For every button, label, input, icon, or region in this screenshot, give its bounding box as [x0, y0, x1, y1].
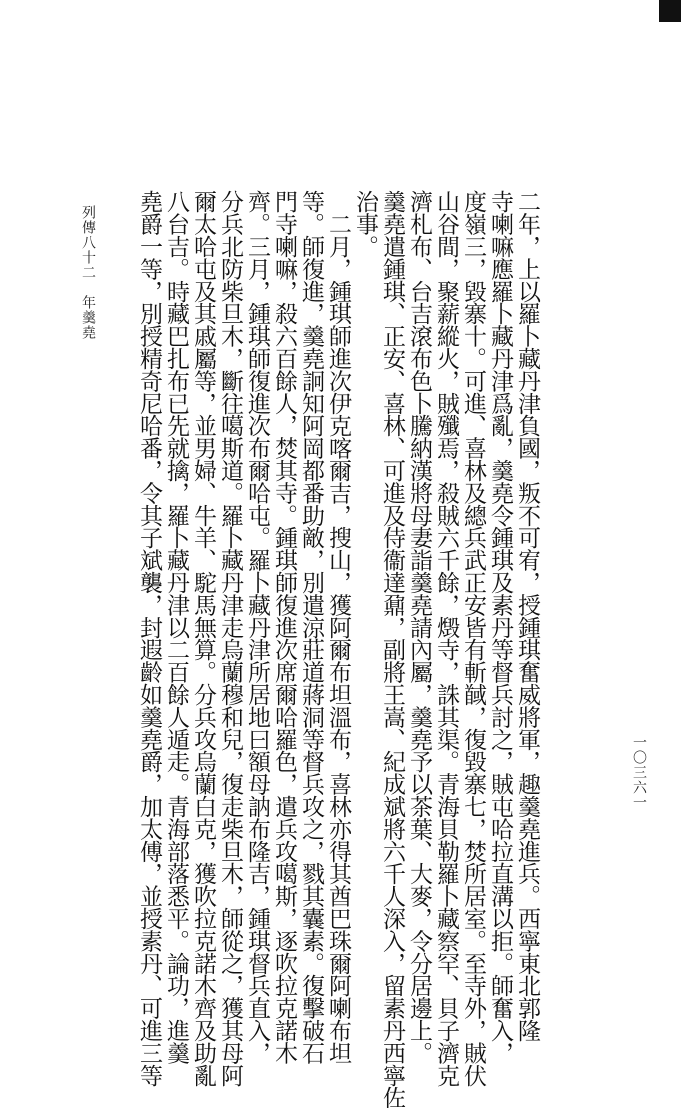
page-number: 一〇三六一 — [631, 735, 647, 810]
text-column-4: 山谷間，聚薪縱火，賊殲焉，殺賊六千餘，燬寺，誅其渠。青海貝勒羅卜藏察罕、貝子濟克 — [433, 190, 459, 1087]
text-column-12: 分兵北防柴旦木，斷往噶斯道。羅卜藏丹津走烏蘭穆和兒，復走柴旦木，師從之，獲其母阿 — [217, 190, 243, 1087]
text-column-13: 爾太哈屯及其戚屬等，並男婦、牛羊、駝馬無算。分兵攻烏蘭白克，獲吹拉克諾木齊及助亂 — [190, 190, 216, 1087]
text-column-6: 羹堯遣鍾琪、正安、喜林、可進及侍衞達鼐，副將王嵩、紀成斌將六千人深入，留素丹西寧佐 — [379, 190, 405, 1108]
text-column-8: 二月，鍾琪師進次伊克喀爾吉，搜山，獲阿爾布坦溫布，喜林亦得其酋巴珠爾阿喇布坦 — [325, 190, 351, 1064]
text-column-7: 治事。 — [352, 190, 378, 258]
text-column-15: 堯爵一等，別授精奇尼哈番，令其子斌襲，封遐齡如羹堯爵，加太傅，並授素丹、可進三等 — [136, 190, 162, 1087]
text-column-10: 門寺喇嘛，殺六百餘人，焚其寺。鍾琪師復進次席爾哈羅色，遣兵攻噶斯，逐吹拉克諾木 — [271, 190, 297, 1064]
text-column-9: 等。師復進，羹堯詗知阿岡都番助敵，別遣涼莊道蔣洞等督兵攻之，戮其囊素。復擊破石 — [298, 190, 324, 1064]
text-column-5: 濟札布、台吉滾布色卜騰納漢將母妻詣羹堯請內屬，羹堯予以茶葉、大麥，令分居邊上。 — [406, 190, 432, 1064]
text-column-11: 齊。三月，鍾琪師復進次布爾哈屯。羅卜藏丹津所居地曰額母訥布隆吉，鍾琪督兵直入， — [244, 190, 270, 1064]
text-column-2: 寺喇嘛應羅卜藏丹津爲亂，羹堯令鍾琪及素丹等督兵討之，賊屯哈拉直溝以拒。師奮入， — [487, 190, 513, 1064]
text-column-1: 二年，上以羅卜藏丹津負國，叛不可宥，授鍾琪奮威將軍，趣羹堯進兵。西寧東北郭隆 — [514, 190, 540, 1042]
running-head: 列傳八十二 年羹堯 — [80, 205, 96, 340]
text-column-3: 度嶺三，毀寨十。可進、喜林及總兵武正安皆有斬馘，復毀寨七，焚所居室。至寺外，賊伏 — [460, 190, 486, 1087]
text-column-14: 八台吉。時藏巴扎布已先就擒，羅卜藏丹津以二百餘人遁走。青海部落悉平。論功，進羹 — [163, 190, 189, 1064]
corner-mark — [659, 0, 681, 22]
